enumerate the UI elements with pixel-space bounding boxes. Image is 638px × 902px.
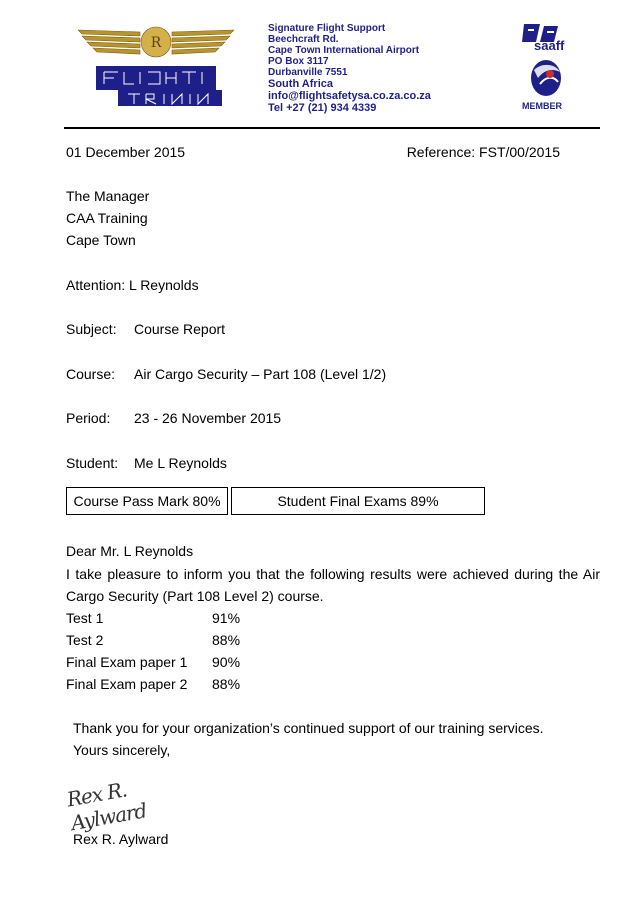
address-line: PO Box 3117 xyxy=(268,56,329,67)
member-emblem xyxy=(526,58,566,98)
salutation: Dear Mr. L Reynolds xyxy=(66,543,194,559)
period-value: 23 - 26 November 2015 xyxy=(134,410,282,426)
reference-number: Reference: FST/00/2015 xyxy=(406,144,560,160)
address-line: Signature Flight Support xyxy=(268,23,386,34)
pass-mark-box: Course Pass Mark 80% xyxy=(66,487,228,515)
letter-date: 01 December 2015 xyxy=(66,144,186,160)
recipient-line: Cape Town xyxy=(66,232,136,248)
svg-text:R: R xyxy=(150,35,162,51)
result-score: 88% xyxy=(212,676,241,692)
address-line: Beechcraft Rd. xyxy=(268,34,339,45)
result-score: 90% xyxy=(212,654,241,670)
email-address: info@flightsafetysa.co.za.co.za xyxy=(268,90,431,102)
body-paragraph: I take pleasure to inform you that the following results were achieved during the Air Cargo Security (Part 108 Level 2) course. xyxy=(66,566,600,604)
course-label: Course: xyxy=(66,366,116,382)
period-label: Period: xyxy=(66,410,111,426)
address-line: South Africa xyxy=(268,78,333,90)
attention-line: Attention: L Reynolds xyxy=(66,277,199,293)
student-label: Student: xyxy=(66,455,119,471)
student-value: Me L Reynolds xyxy=(134,455,227,471)
svg-text:saaff: saaff xyxy=(534,38,565,52)
course-value: Air Cargo Security – Part 108 (Level 1/2) xyxy=(134,366,387,382)
result-name: Final Exam paper 2 xyxy=(66,676,188,692)
recipient-line: CAA Training xyxy=(66,210,148,226)
subject-value: Course Report xyxy=(134,321,226,337)
recipient-line: The Manager xyxy=(66,188,150,204)
address-line: Durbanville 7551 xyxy=(268,67,348,78)
closing-line: Yours sincerely, xyxy=(73,742,171,758)
result-score: 91% xyxy=(212,610,241,626)
result-name: Test 1 xyxy=(66,610,104,626)
result-score: 88% xyxy=(212,632,241,648)
saaff-logo xyxy=(520,20,586,52)
subject-label: Subject: xyxy=(66,321,117,337)
signatory-name: Rex R. Aylward xyxy=(73,831,169,847)
address-line: Cape Town International Airport xyxy=(268,45,420,56)
member-label: MEMBER xyxy=(522,101,562,111)
final-exams-box: Student Final Exams 89% xyxy=(231,487,485,515)
phone-number: Tel +27 (21) 934 4339 xyxy=(268,102,377,114)
signature: Rex R. Aylward xyxy=(65,777,148,836)
result-name: Test 2 xyxy=(66,632,104,648)
header-divider xyxy=(64,127,600,129)
sender-address xyxy=(268,23,431,114)
thanks-line: Thank you for your organization’s continued support of our training services. xyxy=(73,720,544,736)
flight-safety-logo xyxy=(78,22,234,112)
result-name: Final Exam paper 1 xyxy=(66,654,188,670)
